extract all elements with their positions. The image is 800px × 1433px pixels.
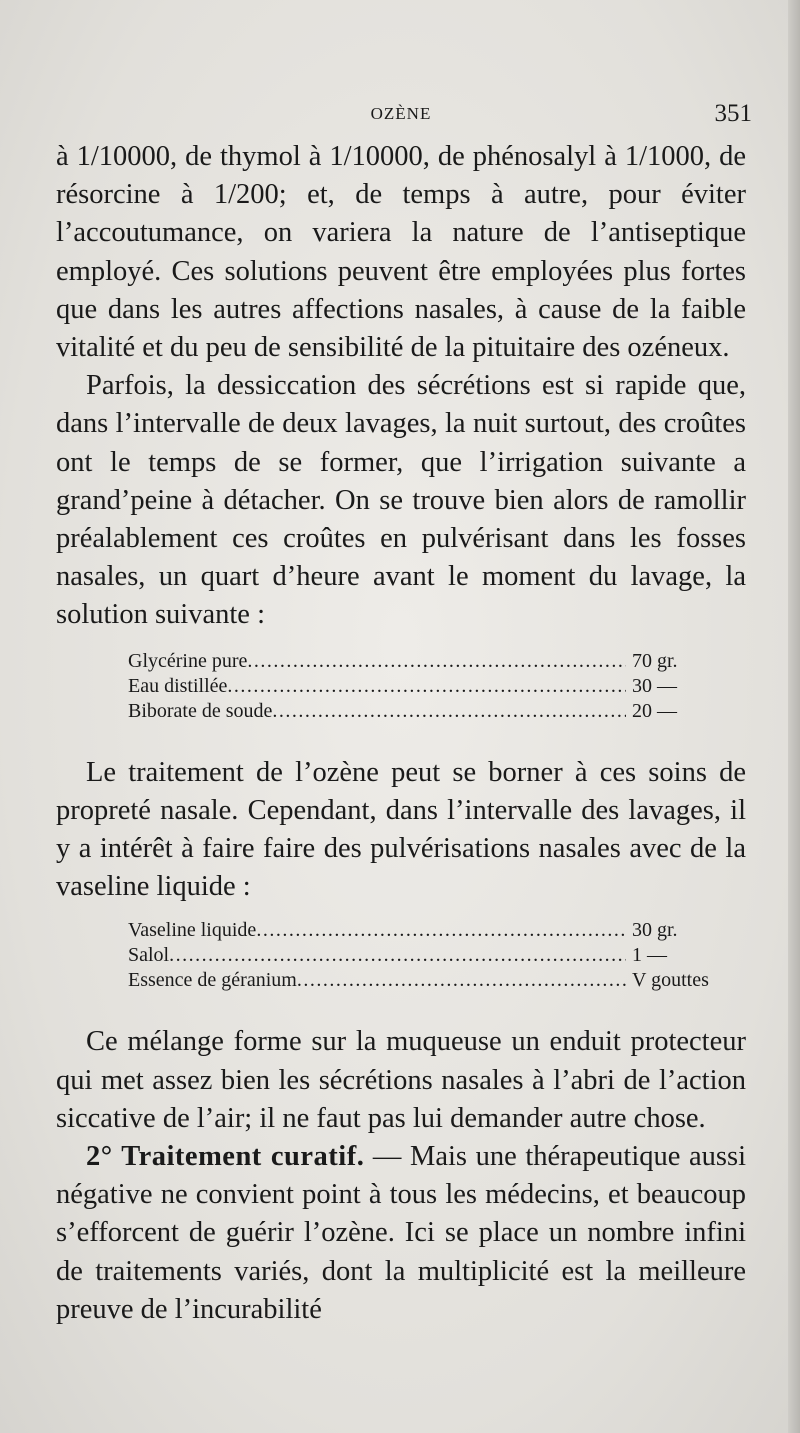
page-number: 351 — [714, 100, 752, 127]
ingredient-quantity: 70 gr. — [632, 649, 678, 672]
ingredient-name: Biborate de soude — [128, 699, 273, 722]
leader-dots — [169, 943, 626, 968]
paragraph-2: Parfois, la dessiccation des sécrétions est si rapide que, dans l’intervalle de deux lavages, la nuit surtout, des croûtes ont le temps de se former, que l’irrigation suivante a grand’peine à détacher. On se trouve bien alors de ramollir préalablement ces croûtes en pulvérisant dans les fosses nasales, un quart d’heure avant le moment du lavage, la solution suivante : — [56, 370, 746, 631]
formula-row — [128, 943, 740, 968]
formula-2 — [128, 918, 740, 993]
ingredient-quantity: 30 gr. — [632, 919, 678, 942]
leader-dots — [272, 699, 626, 724]
running-title: OZÈNE — [370, 104, 432, 123]
ingredient-quantity: 30 — — [632, 674, 677, 697]
ingredient-quantity: 20 — — [632, 699, 677, 722]
body-text — [56, 138, 746, 1329]
formula-row — [128, 699, 740, 724]
page-header — [56, 100, 752, 130]
ingredient-name: Vaseline liquide — [128, 919, 257, 942]
formula-row — [128, 649, 740, 674]
ingredient-quantity: 1 — — [632, 944, 667, 967]
page-edge-shadow — [788, 0, 800, 1433]
formula-row — [128, 918, 740, 943]
formula-row — [128, 674, 740, 699]
ingredient-quantity: V gouttes — [632, 969, 709, 992]
paragraph-1: à 1/10000, de thymol à 1/10000, de phénosalyl à 1/1000, de résorcine à 1/200; et, de temps à autre, pour éviter l’accoutumance, on variera la nature de l’antiseptique employé. Ces solutions peuvent être employées plus fortes que dans les autres affections nasales, à cause de la faible vitalité et du peu de sensibilité de la pituitaire des ozéneux. — [56, 141, 746, 364]
ingredient-name: Salol — [128, 944, 170, 967]
ingredient-name: Glycérine pure — [128, 649, 248, 672]
ingredient-name: Essence de géranium — [128, 969, 297, 992]
ingredient-name: Eau distillée — [128, 674, 228, 697]
paragraph-5-text: — Mais une thérapeutique aussi négative ne convient point à tous les médecins, et beaucoup s’efforcent de guérir l’ozène. Ici se place un nombre infini de traitements variés, dont la multiplicité est la meilleure preuve de l’incurabilité — [56, 1141, 747, 1325]
section-heading: 2° Traitement curatif. — [86, 1141, 365, 1173]
paragraph-5 — [56, 1138, 746, 1329]
leader-dots — [256, 918, 626, 943]
formula-row — [128, 968, 740, 993]
paragraph-4: Ce mélange forme sur la muqueuse un enduit protecteur qui met assez bien les sécrétions nasales à l’abri de l’action siccative de l’air; il ne faut pas lui demander autre chose. — [56, 1026, 746, 1134]
leader-dots — [247, 649, 626, 674]
paragraph-3: Le traitement de l’ozène peut se borner à ces soins de propreté nasale. Cependant, dans l’intervalle des lavages, il y a intérêt à faire faire des pulvérisations nasales avec de la vaseline liquide : — [56, 756, 746, 903]
leader-dots — [227, 674, 626, 699]
formula-1 — [128, 649, 740, 724]
leader-dots — [297, 968, 626, 993]
